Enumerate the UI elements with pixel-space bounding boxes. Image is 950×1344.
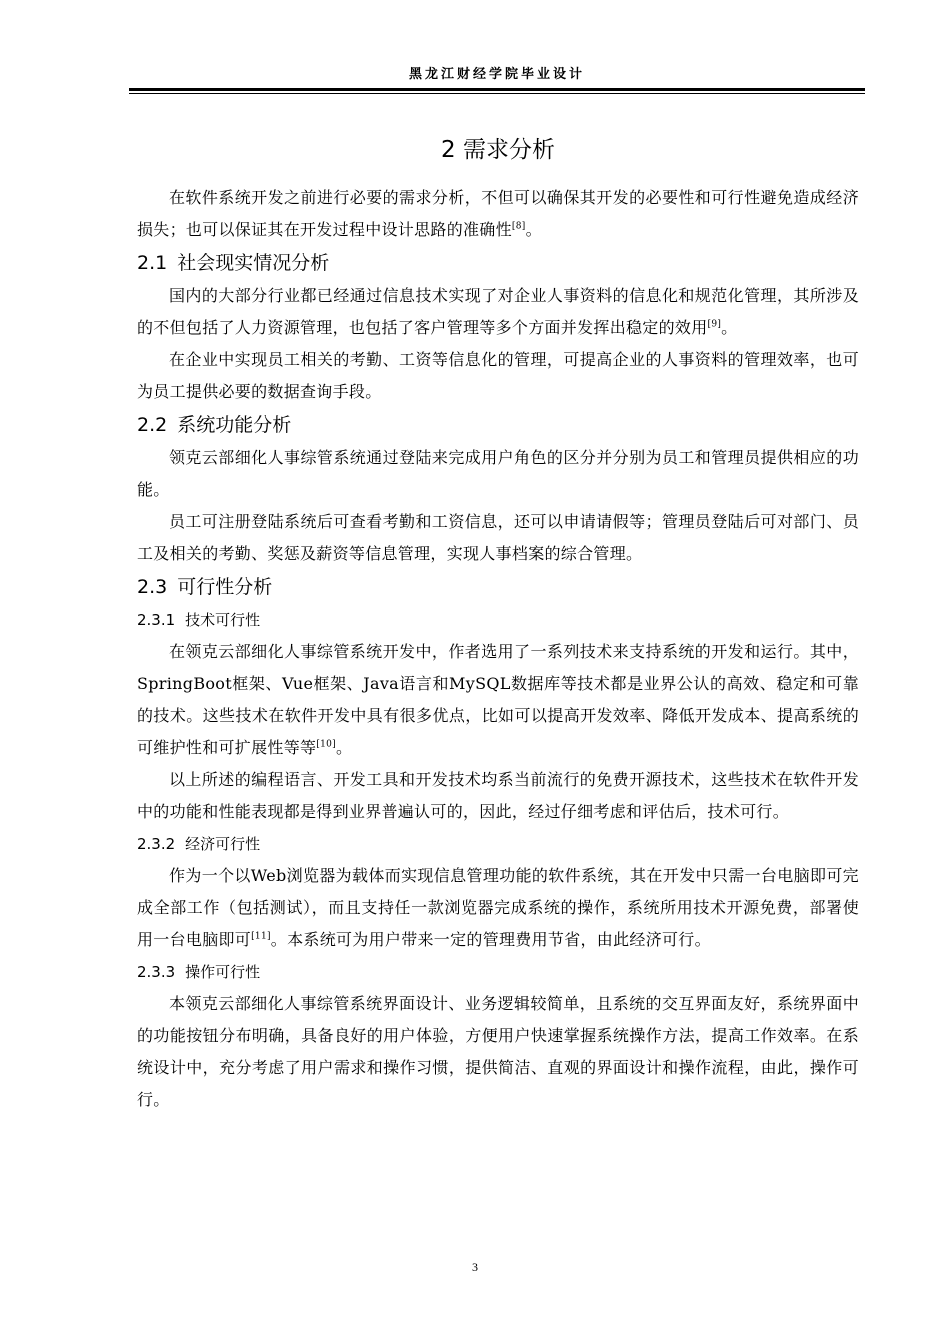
subsection-number: 2.3.3: [137, 963, 176, 981]
subsection-title: 经济可行性: [185, 835, 261, 853]
header-rule-thin: [129, 93, 865, 94]
section-title: 社会现实情况分析: [177, 252, 330, 274]
section-number: 2.2: [137, 414, 168, 436]
subsection-heading-2-3-3: [137, 956, 859, 988]
paragraph-end: 。: [336, 738, 353, 757]
page-content: [137, 130, 859, 1116]
subsection-number: 2.3.2: [137, 835, 176, 853]
citation: [8]: [511, 221, 526, 232]
citation: [9]: [707, 319, 722, 330]
section-heading-2-3: [137, 570, 859, 604]
subsection-title: 操作可行性: [185, 963, 261, 981]
paragraph: 本领克云部细化人事综管系统界面设计、业务逻辑较简单，且系统的交互界面友好，系统界面中的功能按钮分布明确，具备良好的用户体验，方便用户快速掌握系统操作方法，提高工作效率。在系统设计中，充分考虑了用户需求和操作习惯，提供简洁、直观的界面设计和操作流程，由此，操作可行。: [137, 994, 859, 1109]
citation: [11]: [251, 931, 271, 942]
intro-text: 在软件系统开发之前进行必要的需求分析，不但可以确保其开发的必要性和可行性避免造成经济损失；也可以保证其在开发过程中设计思路的准确性: [137, 188, 859, 239]
citation: [10]: [316, 739, 336, 750]
header-rule-thick: [129, 88, 865, 91]
paragraph-text: 国内的大部分行业都已经通过信息技术实现了对企业人事资料的信息化和规范化管理，其所涉及的不但包括了人力资源管理，也包括了客户管理等多个方面并发挥出稳定的效用: [137, 286, 859, 337]
section-number: 2.1: [137, 252, 168, 274]
paragraph: 领克云部细化人事综管系统通过登陆来完成用户角色的区分并分别为员工和管理员提供相应的功能。: [137, 448, 859, 499]
paragraph-text: 作为一个以Web浏览器为载体而实现信息管理功能的软件系统，其在开发中只需一台电脑即可完成全部工作（包括测试），而且支持任一款浏览器完成系统的操作，系统所用技术开源免费，部署使用一台电脑即可: [137, 866, 859, 949]
section-heading-2-1: [137, 246, 859, 280]
intro-paragraph: [137, 182, 859, 246]
subsection-number: 2.3.1: [137, 611, 176, 629]
chapter-title: 2 需求分析: [441, 137, 555, 163]
paragraph: 以上所述的编程语言、开发工具和开发技术均系当前流行的免费开源技术，这些技术在软件开发中的功能和性能表现都是得到业界普遍认可的，因此，经过仔细考虑和评估后，技术可行。: [137, 770, 859, 821]
subsection-heading-2-3-2: [137, 828, 859, 860]
section-title: 系统功能分析: [177, 414, 292, 436]
subsection-title: 技术可行性: [185, 611, 261, 629]
paragraph-end: 。本系统可为用户带来一定的管理费用节省，由此经济可行。: [270, 930, 711, 949]
section-number: 2.3: [137, 576, 168, 598]
page-number: 3: [472, 1260, 478, 1274]
paragraph-text: 在领克云部细化人事综管系统开发中，作者选用了一系列技术来支持系统的开发和运行。其中，SpringBoot框架、Vue框架、Java语言和MySQL数据库等技术都是业界公认的高效、稳定和可靠的技术。这些技术在软件开发中具有很多优点，比如可以提高开发效率、降低开发成本、提高系统的可维护性和可扩展性等等: [137, 642, 859, 757]
paragraph: 在企业中实现员工相关的考勤、工资等信息化的管理，可提高企业的人事资料的管理效率，也可为员工提供必要的数据查询手段。: [137, 350, 859, 401]
paragraph: [137, 636, 859, 764]
paragraph-end: 。: [721, 318, 738, 337]
subsection-heading-2-3-1: [137, 604, 859, 636]
page-header: 黑龙江财经学院毕业设计: [408, 67, 585, 82]
section-heading-2-2: [137, 408, 859, 442]
paragraph: 员工可注册登陆系统后可查看考勤和工资信息，还可以申请请假等；管理员登陆后可对部门、员工及相关的考勤、奖惩及薪资等信息管理，实现人事档案的综合管理。: [137, 512, 859, 563]
section-title: 可行性分析: [177, 576, 273, 598]
paragraph: [137, 280, 859, 344]
paragraph: [137, 860, 859, 956]
intro-end: 。: [525, 220, 542, 239]
